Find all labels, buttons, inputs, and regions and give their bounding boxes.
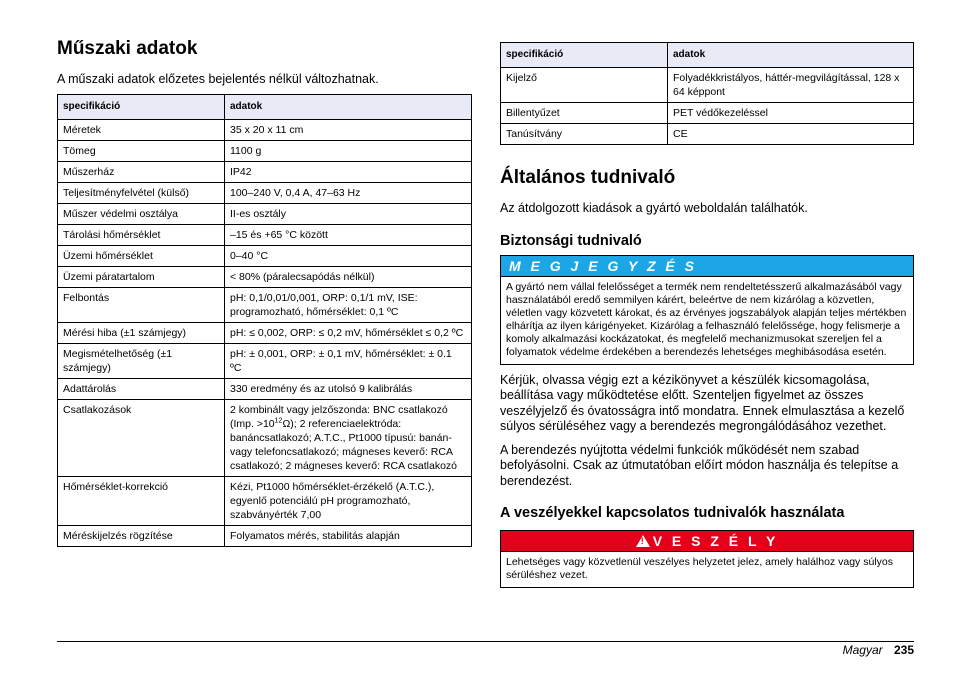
connections-exponent: 12 [274, 417, 283, 425]
warning-triangle-icon [636, 535, 650, 547]
spec-name-cell: Tanúsítvány [501, 124, 668, 145]
danger-header [501, 531, 913, 552]
spec-name-cell: Teljesítményfelvétel (külső) [58, 183, 225, 204]
note-text: A gyártó nem vállal felelősséget a termék nem rendeltetésszerű alkalmazásából vagy használatából eredő semmilyen kárért, beleértve de nem kizárólag a közvetlen, véletlen vagy közvetett károkat, és az érvényes jogszabályok alapján teljes mértékben elhárítja az ilyen kárigényeket. Kizárólag a felhasználó felelőssége, hogy felismerje a komoly alkalmazási kockázatokat, és megfelelő mechanizmusokat szereljen fel a folyamatok védelme érdekében a berendezés lehetséges meghibásodása esetén. [506, 280, 907, 358]
danger-text: Lehetséges vagy közvetlenül veszélyes helyzetet jelez, amely halálhoz vagy súlyos sérüléshez vezet. [506, 556, 893, 581]
table-row [501, 124, 914, 145]
table-row [501, 103, 914, 124]
spec-value-cell: pH: 0,1/0,01/0,001, ORP: 0,1/1 mV, ISE: programozható, hőmérséklet: 0,1 ºC [225, 288, 472, 323]
table-row [58, 225, 472, 246]
intro-text: A műszaki adatok előzetes bejelentés nélkül változhatnak. [57, 72, 379, 86]
spec-name-cell: Mérési hiba (±1 számjegy) [58, 323, 225, 344]
right-column [500, 42, 914, 596]
spec-name-cell: Kijelző [501, 68, 668, 103]
spec-value-cell: IP42 [225, 162, 472, 183]
table-row [58, 246, 472, 267]
table-row [58, 379, 472, 400]
spec-name-cell: Tömeg [58, 141, 225, 162]
spec-value-cell: CE [668, 124, 914, 145]
spec-value-cell: 35 x 20 x 11 cm [225, 120, 472, 141]
table-row [501, 68, 914, 103]
footer-language: Magyar [842, 643, 883, 657]
table-row [58, 183, 472, 204]
hazard-heading: A veszélyekkel kapcsolatos tudnivalók használata [500, 505, 845, 521]
spec-value-cell: II-es osztály [225, 204, 472, 225]
danger-label: V E S Z É L Y [652, 533, 779, 549]
spec-name-cell: Méretek [58, 120, 225, 141]
spec-value-cell: < 80% (páralecsapódás nélkül) [225, 267, 472, 288]
table-header-row [58, 95, 472, 120]
header-spec: specifikáció [58, 95, 225, 120]
spec-value-cell: Folyamatos mérés, stabilitás alapján [225, 526, 472, 547]
spec-value-cell: pH: ± 0,001, ORP: ± 0,1 mV, hőmérséklet: ± 0.1 ºC [225, 344, 472, 379]
spec-name-cell: Csatlakozások [58, 400, 225, 477]
spec-name-cell: Billentyűzet [501, 103, 668, 124]
spec-name-cell: Üzemi hőmérséklet [58, 246, 225, 267]
spec-value-cell: –15 és +65 °C között [225, 225, 472, 246]
general-heading: Általános tudnivaló [500, 167, 676, 188]
connections-text-part1: 2 kombinált vagy jelzőszonda: BNC csatlakozó (Imp. >10 [230, 404, 448, 430]
table-header-row [501, 43, 914, 68]
page-number: 235 [893, 643, 914, 657]
header-spec: specifikáció [501, 43, 668, 68]
spec-table-right [500, 42, 914, 145]
table-row [58, 400, 472, 477]
spec-table-left [57, 94, 472, 547]
spec-value-cell: pH: ≤ 0,002, ORP: ≤ 0,2 mV, hőmérséklet ≤ 0,2 ºC [225, 323, 472, 344]
safety-paragraph-2: A berendezés nyújtotta védelmi funkciók működését nem szabad befolyásolni. Csak az útmutatóban előírt módon használja és telepítse a berendezést. [500, 442, 899, 488]
page-title: Műszaki adatok [57, 38, 198, 59]
spec-name-cell: Felbontás [58, 288, 225, 323]
table-row [58, 526, 472, 547]
table-row [58, 204, 472, 225]
note-box [500, 255, 914, 365]
spec-value-cell: 0–40 °C [225, 246, 472, 267]
table-row [58, 344, 472, 379]
spec-table-left-body [58, 120, 472, 547]
table-row [58, 162, 472, 183]
spec-name-cell: Műszer védelmi osztálya [58, 204, 225, 225]
connections-text-part2: Ω); 2 referenciaelektróda: banáncsatlakozó; A.T.C., Pt1000 típusú: banán- vagy telefoncsatlakozó; mágneses keverő: RCA csatlakozó; 2 mágneses keverő: RCA csatlakozó [230, 418, 458, 472]
spec-name-cell: Hőmérséklet-korrekció [58, 477, 225, 526]
spec-value-cell: 100–240 V, 0,4 A, 47–63 Hz [225, 183, 472, 204]
general-text: Az átdolgozott kiadások a gyártó weboldalán találhatók. [500, 201, 808, 215]
spec-table-right-body [501, 68, 914, 145]
table-row [58, 267, 472, 288]
spec-name-cell: Megismételhetőség (±1 számjegy) [58, 344, 225, 379]
spec-value-cell: Kézi, Pt1000 hőmérséklet-érzékelő (A.T.C.), egyenlő potenciálú pH programozható, szabványérték 7,00 [225, 477, 472, 526]
spec-value-cell [225, 400, 472, 477]
spec-value-cell: 330 eredmény és az utolsó 9 kalibrálás [225, 379, 472, 400]
spec-name-cell: Műszerház [58, 162, 225, 183]
spec-value-cell: Folyadékkristályos, háttér-megvilágítással, 128 x 64 képpont [668, 68, 914, 103]
spec-name-cell: Adattárolás [58, 379, 225, 400]
footer-divider [57, 641, 914, 642]
page-footer [843, 643, 914, 657]
table-row [58, 323, 472, 344]
spec-value-cell: PET védőkezeléssel [668, 103, 914, 124]
safety-paragraph-1: Kérjük, olvassa végig ezt a kézikönyvet a készülék kicsomagolása, beállítása vagy működtetése előtt. Szenteljen figyelmet az összes veszélyjelző és óvatosságra intő mondatra. Ennek elmulasztása a kezelő súlyos sérüléséhez vagy a berendezés megrongálódásához vezethet. [500, 372, 905, 433]
left-column [57, 38, 472, 547]
header-data: adatok [668, 43, 914, 68]
table-row [58, 141, 472, 162]
table-row [58, 288, 472, 323]
spec-name-cell: Méréskijelzés rögzítése [58, 526, 225, 547]
note-label: M E G J E G Y Z É S [501, 256, 913, 277]
table-row [58, 477, 472, 526]
safety-heading: Biztonsági tudnivaló [500, 232, 642, 249]
spec-value-cell: 1100 g [225, 141, 472, 162]
danger-box [500, 530, 914, 588]
spec-name-cell: Tárolási hőmérséklet [58, 225, 225, 246]
spec-name-cell: Üzemi páratartalom [58, 267, 225, 288]
table-row [58, 120, 472, 141]
header-data: adatok [225, 95, 472, 120]
